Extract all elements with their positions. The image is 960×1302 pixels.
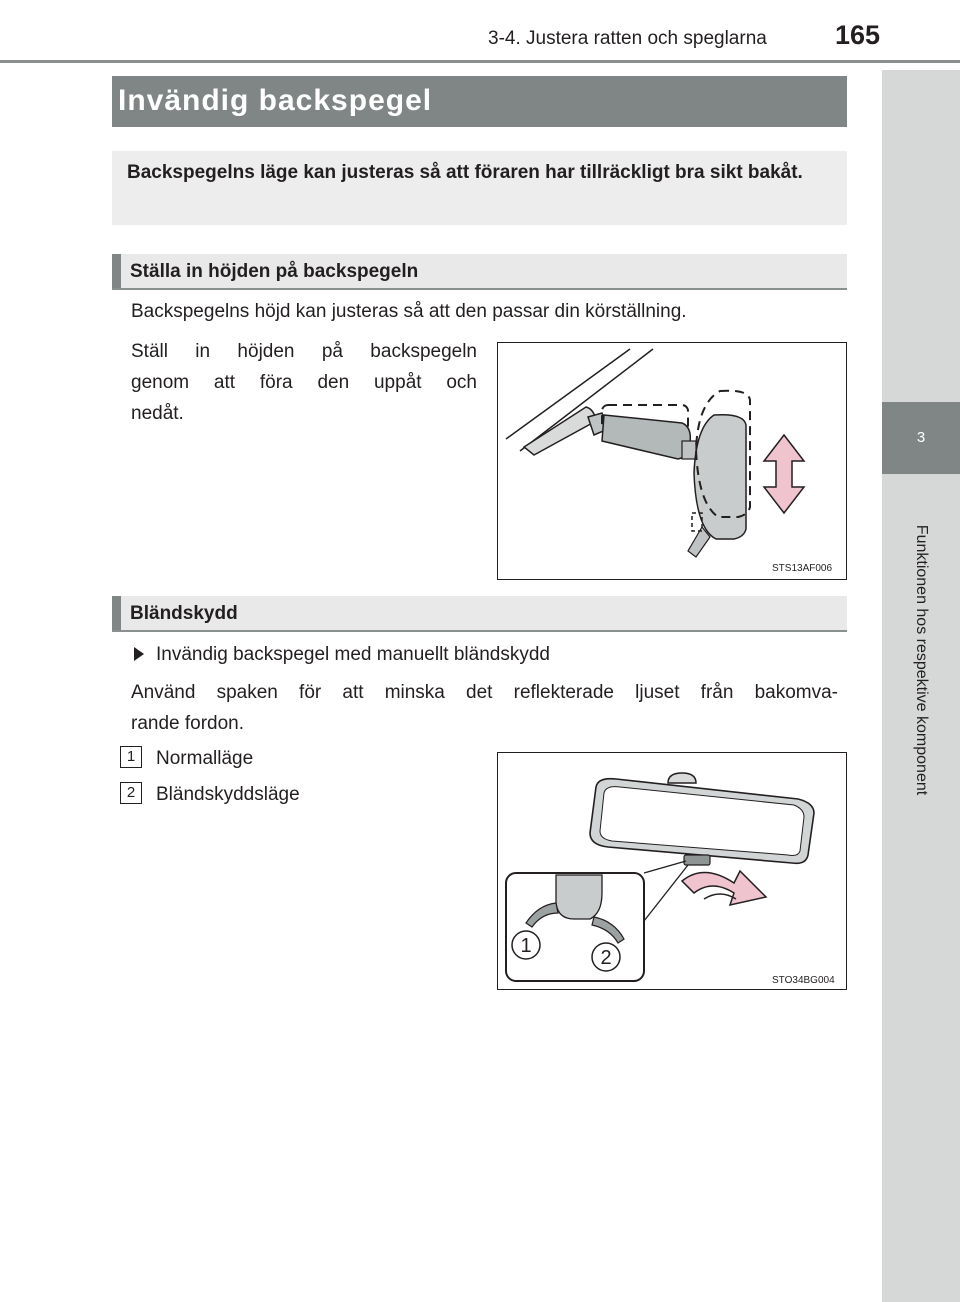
header-rule [0,60,960,63]
figure-callout-1: 1 [520,935,532,957]
subheading-glare: Bländskydd [130,603,238,624]
paragraph-glare-line-2: rande fordon. [131,713,245,734]
paragraph-height-line-1: Ställ in höjden på backspegeln [131,341,477,362]
bullet-triangle-icon [134,647,144,661]
mirror-height-illustration [498,343,846,579]
paragraph-height-line-2: genom att föra den uppåt och [131,372,477,393]
bullet-manual-antiglare: Invändig backspegel med manuellt bländskydd [156,644,550,665]
subheading-accent [112,596,121,630]
figure-mirror-height [497,342,847,580]
item-number-2: 2 [120,782,142,804]
figure-mirror-antiglare [497,752,847,990]
figure-code-2: STO34BG004 [772,975,835,986]
paragraph-glare-line-1: Använd spaken för att minska det reflekterade ljuset från bakomva- [131,682,838,703]
figure-code-1: STS13AF006 [772,563,833,574]
side-tab-upper [882,70,960,402]
item-label-antiglare: Bländskyddsläge [156,784,300,805]
subheading-height: Ställa in höjden på backspegeln [130,261,419,282]
subheading-accent [112,254,121,288]
page-title: Invändig backspegel [118,84,433,117]
figure-callout-2: 2 [600,947,612,969]
page-number: 165 [834,20,880,50]
chapter-number-tab: 3 [882,402,960,474]
paragraph-height-adjust: Backspegelns höjd kan justeras så att den passar din körställning. [131,301,687,322]
running-header-section: 3-4. Justera ratten och speglarna [488,28,767,49]
item-label-normal: Normalläge [156,748,254,769]
mirror-antiglare-illustration [498,753,846,989]
item-number-1: 1 [120,746,142,768]
paragraph-height-line-3: nedåt. [131,403,184,424]
intro-text: Backspegelns läge kan justeras så att föraren har tillräckligt bra sikt bakåt. [127,162,803,183]
chapter-title-vertical: Funktionen hos respektive komponent [913,524,930,796]
